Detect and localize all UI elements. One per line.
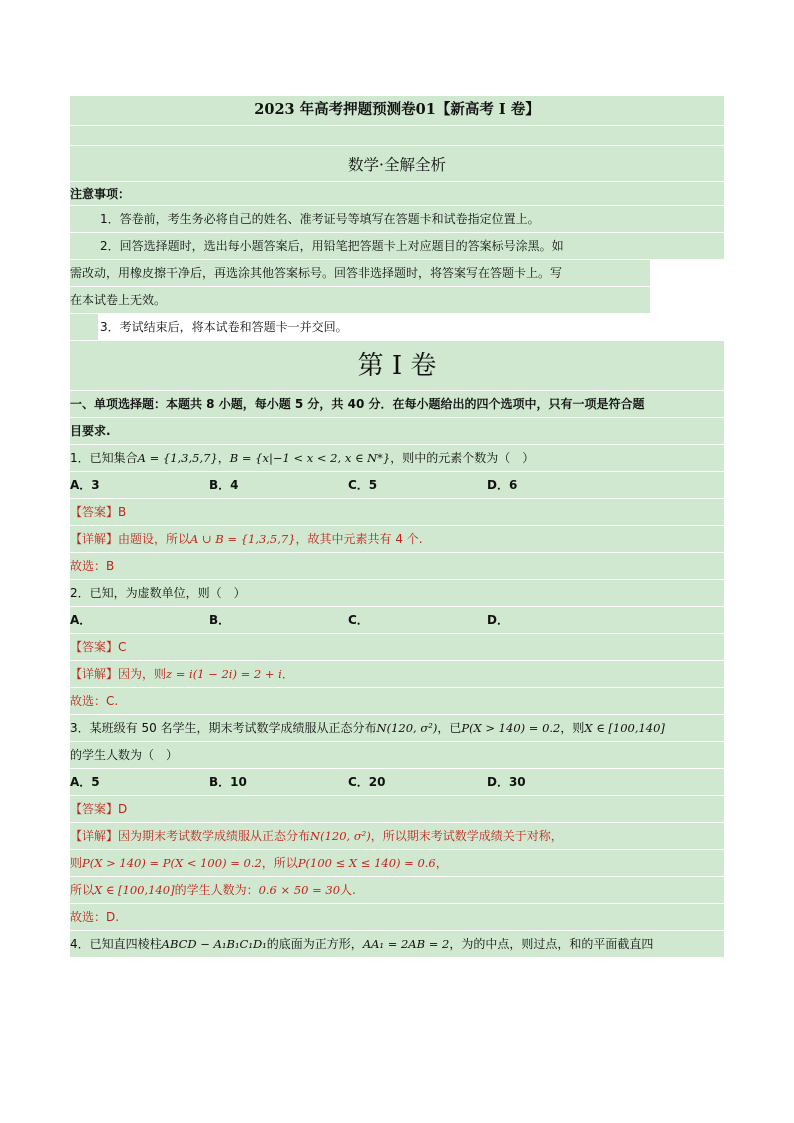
note-item-2-line-1: 2．回答选择题时，选出每小题答案后，用铅笔把答题卡上对应题目的答案标号涂黑。如 [70, 233, 724, 260]
q3-option-d: D．30 [487, 775, 526, 789]
q1-set-b: B = {x|−1 < x < 2, x ∈ N*} [229, 451, 391, 465]
q3-choose: 故选：D. [70, 904, 724, 931]
q3-stem-line-2: 的学生人数为（ ） [70, 742, 724, 769]
q2-stem: 2．已知，为虚数单位，则（ ） [70, 580, 724, 607]
q1-answer: 【答案】B [70, 499, 724, 526]
exam-title: 2023 年高考押题预测卷01【新高考 I 卷】 [70, 96, 724, 126]
note-item-2-line-2: 需改动，用橡皮擦干净后，再选涂其他答案标号。回答非选择题时，将答案写在答题卡上。写 [70, 260, 650, 287]
q3-option-a: A．5 [70, 775, 100, 789]
q1-option-c: C．5 [348, 478, 378, 492]
q2-option-b: B． [209, 613, 231, 627]
q1-options [70, 472, 724, 499]
q3-options [70, 769, 724, 796]
volume-heading: 第 I 卷 [70, 341, 724, 391]
exam-subtitle: 数学·全解全析 [70, 146, 724, 182]
q1-detail: 【详解】由题设，所以A ∪ B = {1,3,5,7}，故其中元素共有 4 个. [70, 526, 724, 553]
q1-set-a: A = {1,3,5,7} [137, 451, 218, 465]
q2-option-d: D． [487, 613, 509, 627]
q2-option-a: A． [70, 613, 92, 627]
q1-option-d: D．6 [487, 478, 518, 492]
note-item-3-row [70, 314, 724, 341]
note-item-3-margin [70, 314, 98, 341]
q3-stem-line-1: 3．某班级有 50 名学生，期末考试数学成绩服从正态分布N(120, σ²)，已P(X > 140) = 0.2，则X ∈ [100,140] [70, 715, 724, 742]
document-page [70, 96, 724, 958]
section-heading-line-1: 一、单项选择题：本题共 8 小题，每小题 5 分，共 40 分．在每小题给出的四个选项中，只有一项是符合题 [70, 391, 724, 418]
q3-option-b: B．10 [209, 775, 247, 789]
spacer-band [70, 126, 724, 146]
note-item-2-line-3: 在本试卷上无效。 [70, 287, 650, 314]
q3-detail-line-2: 则P(X > 140) = P(X < 100) = 0.2，所以P(100 ≤ X ≤ 140) = 0.6， [70, 850, 724, 877]
section-heading-line-2: 目要求. [70, 418, 724, 445]
q4-stem: 4．已知直四棱柱ABCD − A₁B₁C₁D₁的底面为正方形，AA₁ = 2AB = 2，为的中点，则过点，和的平面截直四 [70, 931, 724, 958]
q2-option-c: C． [348, 613, 369, 627]
q2-options [70, 607, 724, 634]
q1-option-a: A．3 [70, 478, 100, 492]
q2-choose: 故选：C. [70, 688, 724, 715]
notes-heading: 注意事项： [70, 182, 724, 206]
q1-stem: 1．已知集合A = {1,3,5,7}，B = {x|−1 < x < 2, x ∈ N*}，则中的元素个数为（ ） [70, 445, 724, 472]
q1-choose: 故选：B [70, 553, 724, 580]
q1-option-b: B．4 [209, 478, 239, 492]
q3-option-c: C．20 [348, 775, 386, 789]
q2-answer: 【答案】C [70, 634, 724, 661]
q2-detail: 【详解】因为，则z = i(1 − 2i) = 2 + i． [70, 661, 724, 688]
note-item-3: 3．考试结束后，将本试卷和答题卡一并交回。 [98, 314, 724, 340]
note-item-1: 1．答卷前，考生务必将自己的姓名、准考证号等填写在答题卡和试卷指定位置上。 [70, 206, 724, 233]
q3-detail-line-3: 所以X ∈ [100,140]的学生人数为：0.6 × 50 = 30人. [70, 877, 724, 904]
q3-answer: 【答案】D [70, 796, 724, 823]
q3-detail-line-1: 【详解】因为期末考试数学成绩服从正态分布N(120, σ²)，所以期末考试数学成绩关于对称， [70, 823, 724, 850]
